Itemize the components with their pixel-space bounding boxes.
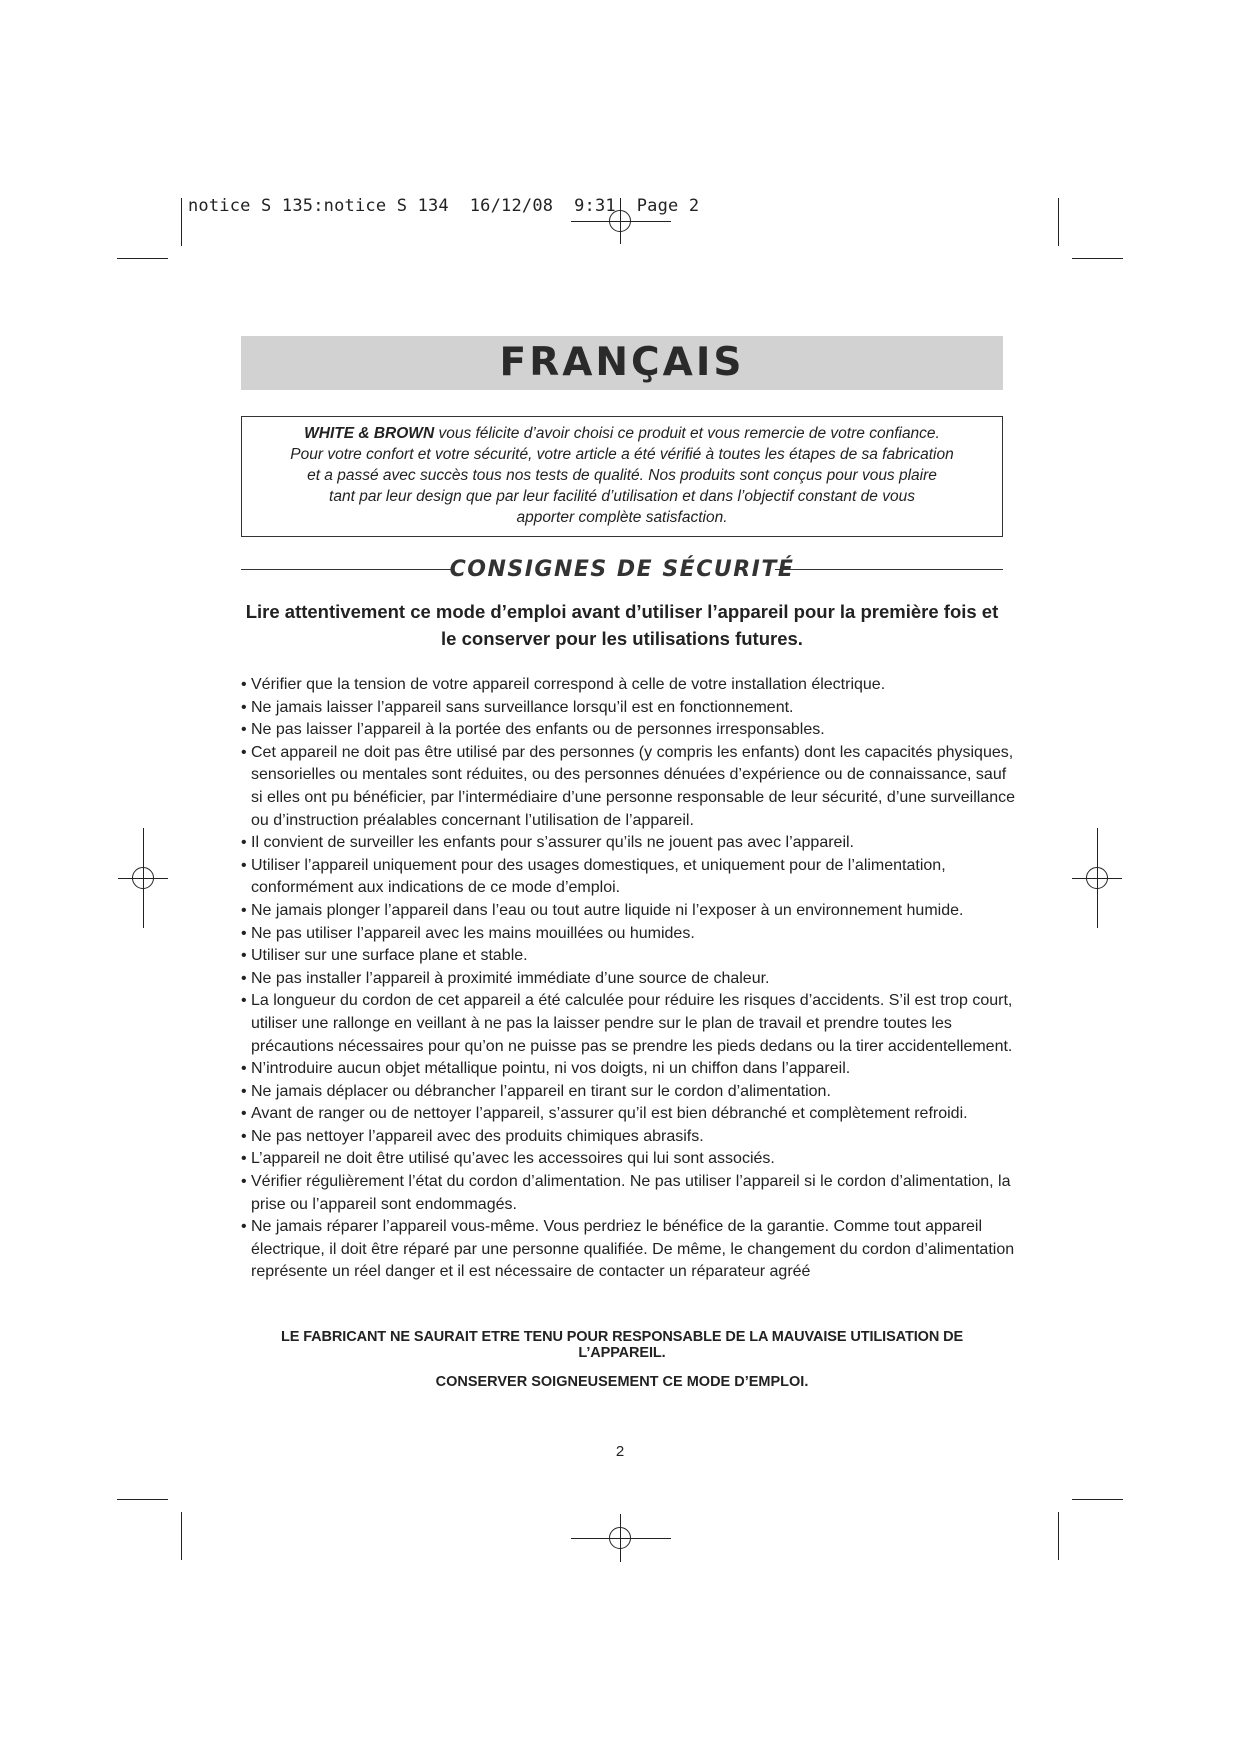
keep-notice: CONSERVER SOIGNEUSEMENT CE MODE D’EMPLOI. — [435, 1374, 809, 1390]
intro-line: tant par leur design que par leur facilité d’utilisation et dans l’objectif constant de vous — [329, 488, 915, 505]
list-item: • Ne pas laisser l’appareil à la portée des enfants ou de personnes irresponsables. — [241, 719, 1021, 742]
intro-line: Pour votre confort et votre sécurité, votre article a été vérifié à toutes les étapes de sa fabrication — [290, 446, 954, 463]
section-title: CONSIGNES DE SÉCURITÉ — [449, 557, 795, 582]
list-item: • Utiliser sur une surface plane et stable. — [241, 945, 1021, 968]
list-item: • Ne jamais plonger l’appareil dans l’eau ou tout autre liquide ni l’exposer à un environnement humide. — [241, 900, 1021, 923]
list-item: • Avant de ranger ou de nettoyer l’appareil, s’assurer qu’il est bien débranché et complètement refroidi. — [241, 1103, 1021, 1126]
list-item: • Ne pas nettoyer l’appareil avec des produits chimiques abrasifs. — [241, 1126, 1021, 1149]
list-item: • Vérifier régulièrement l’état du cordon d’alimentation. Ne pas utiliser l’appareil si le cordon d’alimentation, la prise ou l’appareil sont endommagés. — [241, 1171, 1021, 1216]
list-item: • L’appareil ne doit être utilisé qu’avec les accessoires qui lui sont associés. — [241, 1148, 1021, 1171]
list-item: • Ne jamais réparer l’appareil vous-même. Vous perdriez le bénéfice de la garantie. Comme tout appareil électrique, il doit être réparé par une personne qualifiée. De même, le changement du cordon d’alimentation représente un réel danger et il est nécessaire de contacter un réparateur agréé — [241, 1216, 1021, 1284]
intro-line: WHITE & BROWN vous félicite d’avoir choisi ce produit et vous remercie de votre confiance. — [304, 425, 940, 442]
list-item: • La longueur du cordon de cet appareil a été calculée pour réduire les risques d’accidents. S’il est trop court, utiliser une rallonge en veillant à ne pas la laisser pendre sur le plan de travail et prendre toutes les précautions nécessaires pour qu’on ne puisse pas se prendre les pieds dedans ou la tirer accidentellement. — [241, 990, 1021, 1058]
intro-line: apporter complète satisfaction. — [516, 509, 728, 526]
list-item: • Ne pas installer l’appareil à proximité immédiate d’une source de chaleur. — [241, 968, 1021, 991]
intro-line: et a passé avec succès tous nos tests de qualité. Nos produits sont conçus pour vous plaire — [307, 467, 937, 484]
list-item: • Ne jamais déplacer ou débrancher l’appareil en tirant sur le cordon d’alimentation. — [241, 1081, 1021, 1104]
list-item: • Ne pas utiliser l’appareil avec les mains mouillées ou humides. — [241, 923, 1021, 946]
list-item: • N’introduire aucun objet métallique pointu, ni vos doigts, ni un chiffon dans l’appareil. — [241, 1058, 1021, 1081]
intro-box — [241, 416, 1003, 537]
safety-list — [241, 674, 1021, 1284]
section-heading — [241, 556, 1003, 584]
page-number: 2 — [615, 1443, 625, 1460]
print-slug: notice S 135:notice S 134 16/12/08 9:31 Page 2 — [188, 196, 700, 216]
brand-name: WHITE & BROWN — [304, 425, 435, 442]
list-item: • Cet appareil ne doit pas être utilisé par des personnes (y compris les enfants) dont les capacités physiques, sensorielles ou mentales sont réduites, ou des personnes dénuées d’expérience ou de connaissance, sauf si elles ont pu bénéficier, par l’intermédiaire d’une personne responsable de leur sécurité, d’une surveillance ou d’instruction préalables concernant l’utilisation de l’appareil. — [241, 742, 1021, 832]
lead-instruction: Lire attentivement ce mode d’emploi avant d’utiliser l’appareil pour la première fois et le conserver pour les utilisations futures. — [245, 601, 999, 649]
list-item: • Utiliser l’appareil uniquement pour des usages domestiques, et uniquement pour de l’alimentation, conformément aux indications de ce mode d’emploi. — [241, 855, 1021, 900]
list-item: • Il convient de surveiller les enfants pour s’assurer qu’ils ne jouent pas avec l’appareil. — [241, 832, 1021, 855]
page-title: FRANÇAIS — [241, 336, 1003, 390]
liability-warning: LE FABRICANT NE SAURAIT ETRE TENU POUR RESPONSABLE DE LA MAUVAISE UTILISATION DE L’APPAREIL. — [280, 1329, 964, 1361]
list-item: • Vérifier que la tension de votre appareil correspond à celle de votre installation électrique. — [241, 674, 1021, 697]
list-item: • Ne jamais laisser l’appareil sans surveillance lorsqu’il est en fonctionnement. — [241, 697, 1021, 720]
